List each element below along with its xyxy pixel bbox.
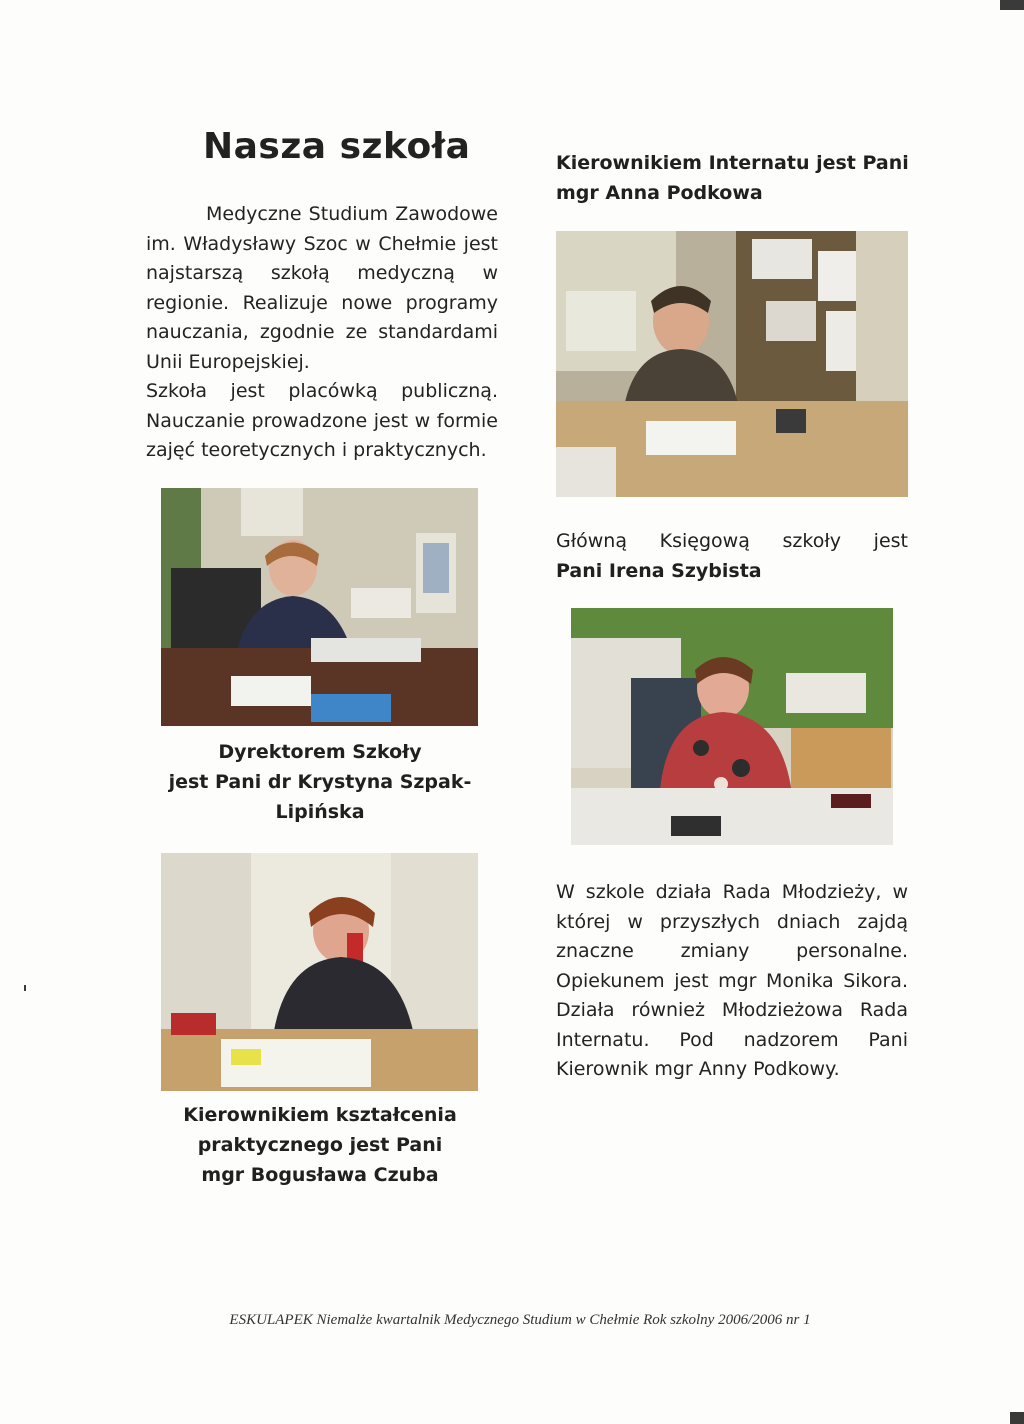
internat-caption	[556, 148, 916, 208]
page-title: Nasza szkoła	[203, 126, 471, 167]
practical-head-photo	[161, 853, 478, 1091]
youth-council-text: W szkole działa Rada Młodzieży, w której w przyszłych dniach zajdą znaczne zmiany personalne. Opiekunem jest mgr Monika Sikora. Działa również Młodzieżowa Rada Internatu. Pod nadzorem Pani Kierownik mgr Anny Podkowy.	[556, 881, 908, 1080]
director-caption-line-1: Dyrektorem Szkoły	[218, 741, 422, 763]
intro-paragraph-1: Medyczne Studium Zawodowe im. Władysławy Szoc w Chełmie jest najstarszą szkołą medyczną w regionie. Realizuje nowe programy nauczania, zgodnie ze standardami Unii Europejskiej.	[146, 203, 498, 373]
intro-paragraph-2: Szkoła jest placówką publiczną. Nauczanie prowadzone jest w formie zajęć teoretycznych i praktycznych.	[146, 380, 498, 461]
director-photo	[161, 488, 478, 726]
footer-publication-info: ESKULAPEK Niemalże kwartalnik Medycznego Studium w Chełmie Rok szkolny 2006/2006 nr 1	[229, 1312, 811, 1328]
intro-text	[146, 200, 498, 466]
internat-caption-line-2: mgr Anna Podkowa	[556, 182, 763, 204]
practical-caption-line-1: Kierownikiem kształcenia	[183, 1104, 457, 1126]
internat-head-photo	[556, 231, 908, 497]
internat-caption-line-1: Kierownikiem Internatu jest Pani	[556, 152, 909, 174]
practical-caption	[140, 1100, 500, 1190]
scan-mark-left	[24, 985, 26, 991]
practical-caption-line-3: mgr Bogusława Czuba	[201, 1164, 439, 1186]
director-caption	[140, 737, 500, 827]
director-caption-line-3: Lipińska	[275, 801, 365, 823]
scan-mark-top-right	[1000, 0, 1024, 10]
accountant-photo	[571, 608, 893, 845]
director-caption-line-2: jest Pani dr Krystyna Szpak-	[168, 771, 472, 793]
practical-caption-line-2: praktycznego jest Pani	[197, 1134, 443, 1156]
ksiegowa-caption-line-1: Główną Księgową szkoły jest	[556, 530, 908, 552]
ksiegowa-caption	[556, 526, 908, 586]
ksiegowa-caption-line-2: Pani Irena Szybista	[556, 560, 762, 582]
scan-mark-bottom-right	[1010, 1412, 1024, 1424]
